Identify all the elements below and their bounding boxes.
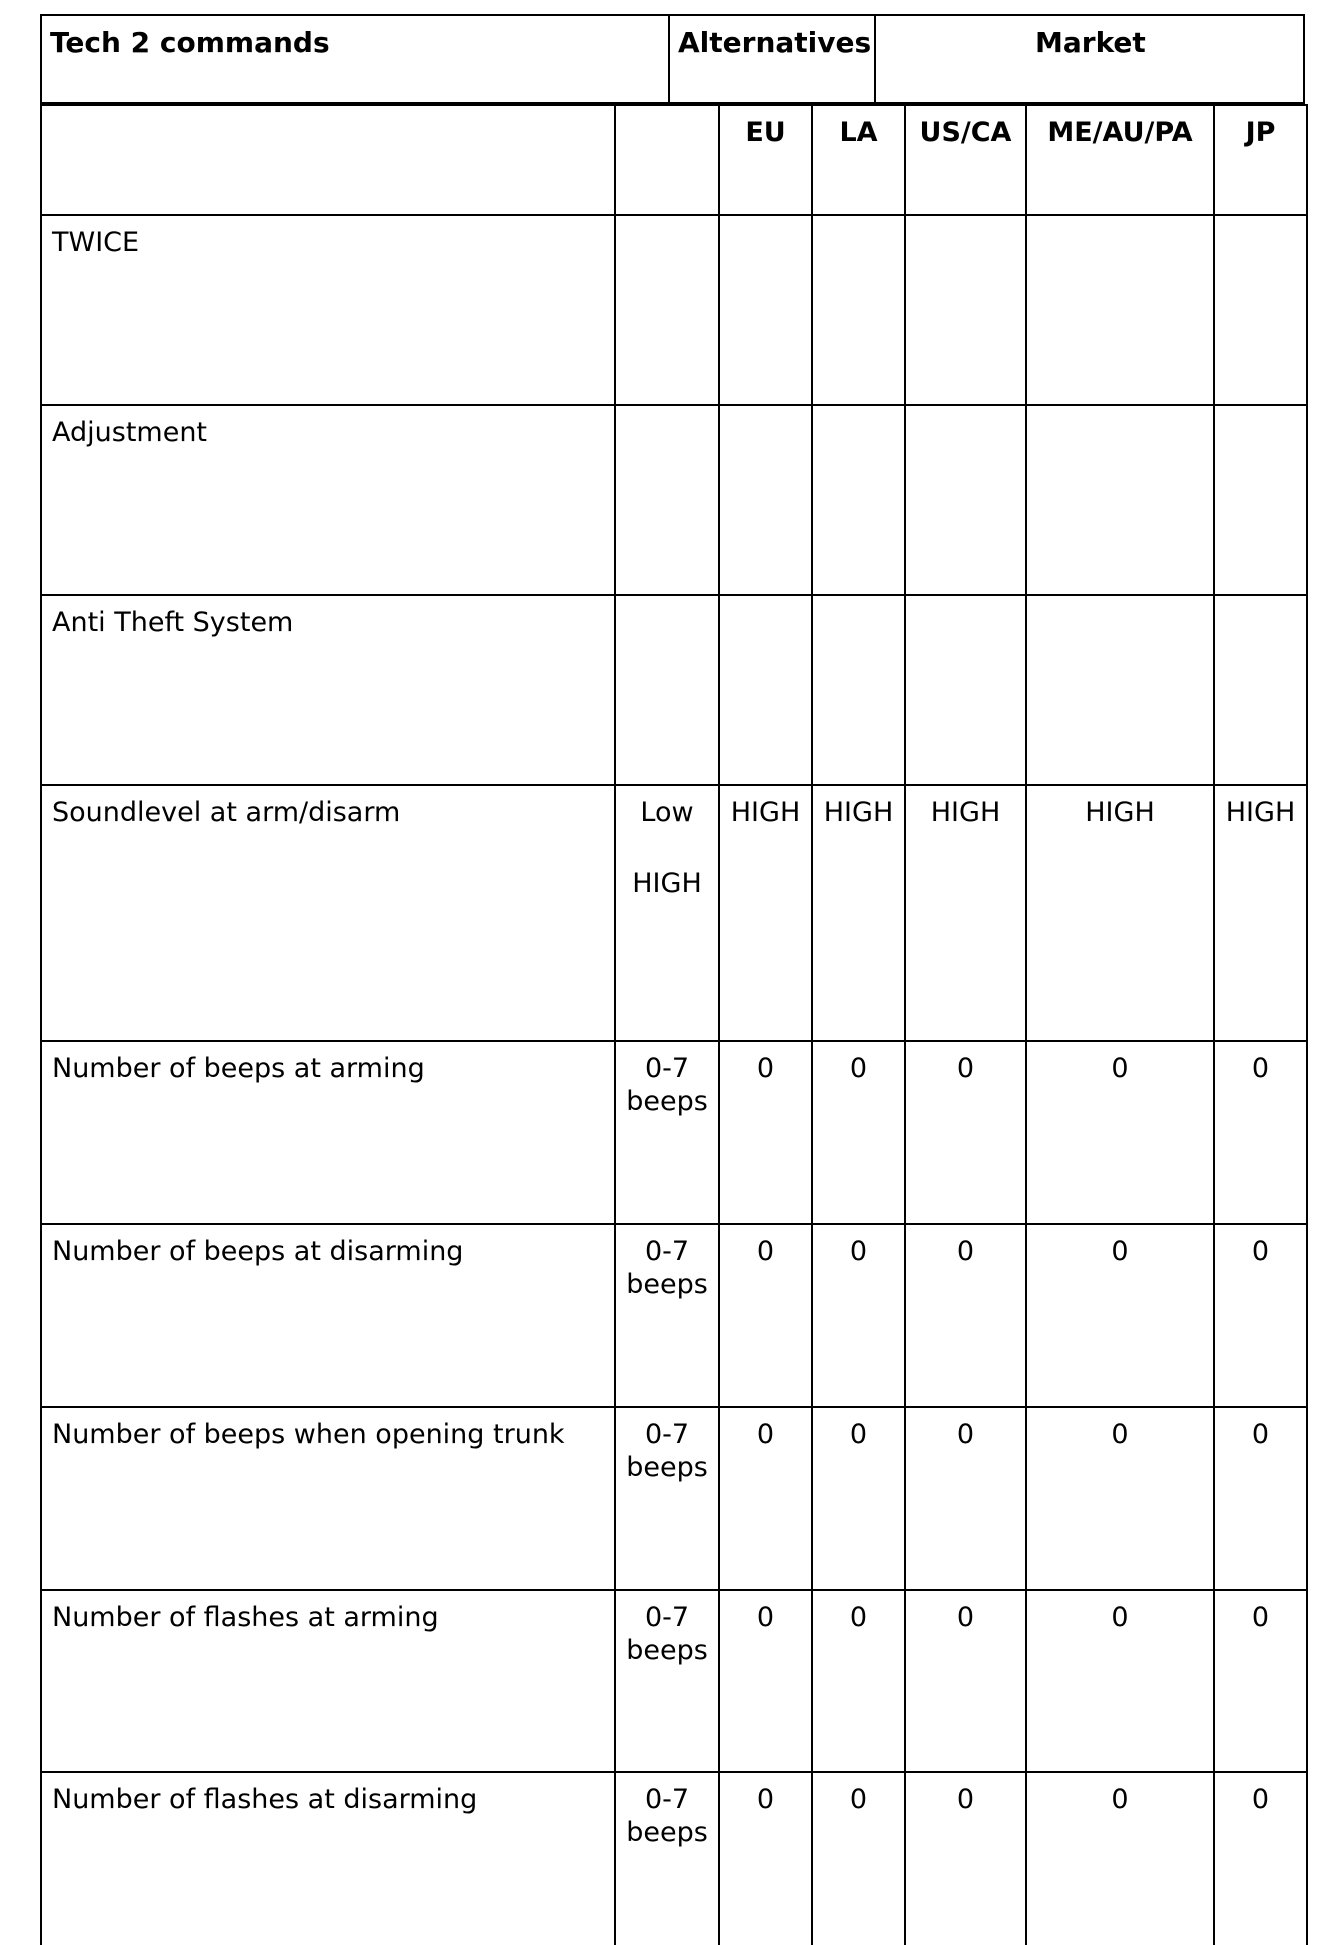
table-row [41,1224,1307,1407]
market-value-us-ca: 0 [905,1407,1026,1590]
row-label: Number of beeps at arming [41,1041,615,1224]
market-value-us-ca: 0 [905,1224,1026,1407]
market-value-jp [1214,215,1307,405]
alternative-value: beeps [626,1817,708,1848]
market-value-eu [719,405,812,595]
alternative-value: HIGH [632,868,702,899]
market-value-jp: 0 [1214,1407,1307,1590]
alternative-value: 0-7 [644,1053,690,1084]
market-value-la: 0 [812,1224,905,1407]
alternatives-cell [615,215,719,405]
table-row [41,785,1307,1041]
market-value-la [812,405,905,595]
market-value-me-au-pa: HIGH [1026,785,1214,1041]
market-value-me-au-pa: 0 [1026,1407,1214,1590]
column-header-me-au-pa: ME/AU/PA [1026,105,1214,215]
commands-table [40,104,1308,1945]
header-divider [874,14,876,104]
row-label: Number of flashes at arming [41,1590,615,1772]
alternative-value: 0-7 [644,1602,690,1633]
alternatives-cell [615,1041,719,1224]
table-row [41,595,1307,785]
alternative-value: beeps [626,1452,708,1483]
market-value-la: 0 [812,1590,905,1772]
column-header-row [41,105,1307,215]
table-row [41,1772,1307,1945]
market-value-us-ca [905,405,1026,595]
table-row [41,1041,1307,1224]
market-value-eu: 0 [719,1224,812,1407]
row-label: TWICE [41,215,615,405]
market-heading: Market [1035,26,1146,59]
table-row [41,1590,1307,1772]
market-value-me-au-pa [1026,405,1214,595]
market-value-us-ca: HIGH [905,785,1026,1041]
alternative-value: 0-7 [644,1419,690,1450]
spacer [616,829,718,867]
market-value-la: 0 [812,1772,905,1945]
alternatives-cell [615,1590,719,1772]
blank-header-cell [41,105,615,215]
market-value-us-ca: 0 [905,1772,1026,1945]
market-value-us-ca: 0 [905,1590,1026,1772]
market-value-jp [1214,595,1307,785]
market-value-jp: HIGH [1214,785,1307,1041]
alternatives-cell [615,785,719,1041]
market-value-la: 0 [812,1407,905,1590]
market-value-jp [1214,405,1307,595]
blank-header-cell [615,105,719,215]
alternatives-cell [615,595,719,785]
tech2-commands-heading: Tech 2 commands [50,26,330,59]
row-label: Anti Theft System [41,595,615,785]
market-value-me-au-pa: 0 [1026,1041,1214,1224]
column-header-eu: EU [719,105,812,215]
alternative-value: 0-7 [644,1236,690,1267]
table-row [41,215,1307,405]
market-value-eu: 0 [719,1772,812,1945]
column-header-jp: JP [1214,105,1307,215]
market-value-me-au-pa: 0 [1026,1590,1214,1772]
alternatives-cell [615,1772,719,1945]
market-value-la [812,215,905,405]
market-value-la [812,595,905,785]
market-value-jp: 0 [1214,1590,1307,1772]
alternative-value: beeps [626,1086,708,1117]
market-value-jp: 0 [1214,1772,1307,1945]
row-label: Number of flashes at disarming [41,1772,615,1945]
market-value-jp: 0 [1214,1041,1307,1224]
alternative-value: beeps [626,1635,708,1666]
row-label: Number of beeps at disarming [41,1224,615,1407]
market-value-eu: 0 [719,1041,812,1224]
market-value-me-au-pa: 0 [1026,1772,1214,1945]
market-value-us-ca: 0 [905,1041,1026,1224]
row-label: Soundlevel at arm/disarm [41,785,615,1041]
market-value-me-au-pa [1026,215,1214,405]
alternative-value: beeps [626,1269,708,1300]
market-value-me-au-pa: 0 [1026,1224,1214,1407]
alternative-value: Low [640,797,694,828]
market-value-eu [719,595,812,785]
column-header-la: LA [812,105,905,215]
alternatives-heading: Alternatives [678,26,872,59]
market-value-eu [719,215,812,405]
column-header-us-ca: US/CA [905,105,1026,215]
alternatives-cell [615,1224,719,1407]
alternatives-cell [615,1407,719,1590]
alternatives-cell [615,405,719,595]
market-value-eu: 0 [719,1407,812,1590]
market-value-us-ca [905,215,1026,405]
row-label: Number of beeps when opening trunk [41,1407,615,1590]
market-value-us-ca [905,595,1026,785]
table-row [41,405,1307,595]
table-header [40,14,1305,104]
header-divider [668,14,670,104]
alternative-value: 0-7 [644,1784,690,1815]
table-row [41,1407,1307,1590]
market-value-la: 0 [812,1041,905,1224]
row-label: Adjustment [41,405,615,595]
market-value-la: HIGH [812,785,905,1041]
market-value-eu: HIGH [719,785,812,1041]
market-value-jp: 0 [1214,1224,1307,1407]
market-value-me-au-pa [1026,595,1214,785]
market-value-eu: 0 [719,1590,812,1772]
